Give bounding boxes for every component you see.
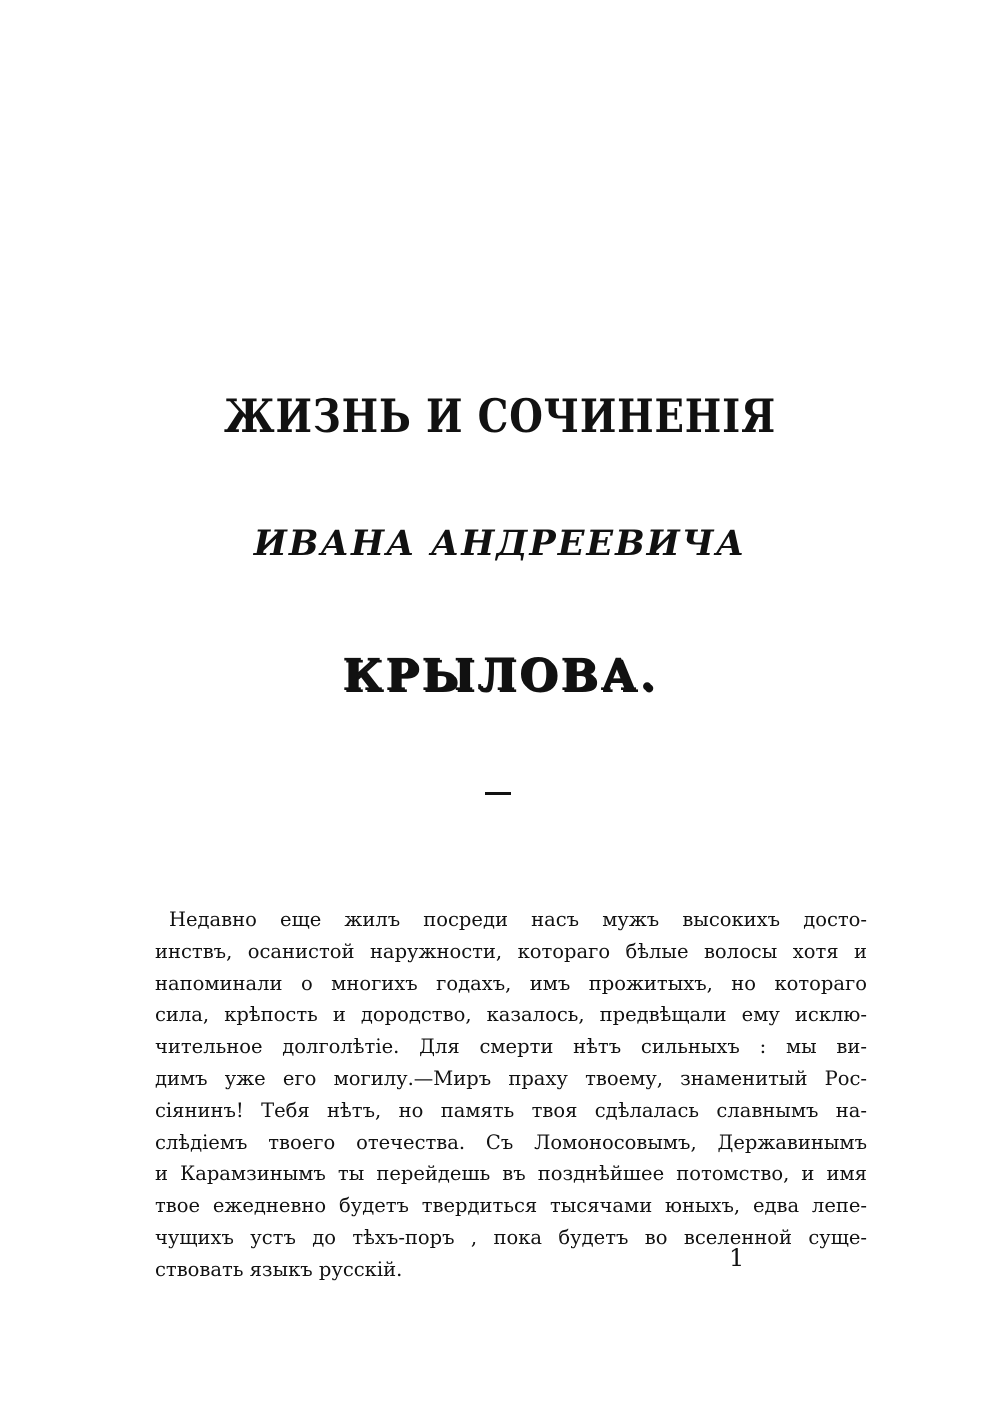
paragraph-line: чительное долголѣтіе. Для смерти нѣтъ сильныхъ : мы ви- <box>155 1035 867 1059</box>
title-line-2: ИВАНА АНДРЕЕВИЧА <box>253 523 747 564</box>
page-number: 1 <box>729 1244 745 1272</box>
paragraph-line: чущихъ устъ до тѣхъ-поръ , пока будетъ во вселенной суще- <box>155 1225 867 1249</box>
paragraph-line: димъ уже его могилу.—Миръ праху твоему, знаменитый Рос- <box>155 1066 867 1090</box>
paragraph-line: инствъ, осанистой наружности, котораго бѣлые волосы хотя и <box>155 939 867 963</box>
paragraph-line: ствовать языкъ русскій. <box>155 1257 403 1281</box>
paragraph-line: твое ежедневно будетъ твердиться тысячами юныхъ, едва лепе- <box>155 1194 867 1218</box>
paragraph-line: и Карамзинымъ ты перейдешь въ позднѣйшее потомство, и имя <box>155 1162 867 1186</box>
title-line-3: КРЫЛОВА. <box>342 650 658 701</box>
section-divider <box>485 792 511 795</box>
title-line-1: ЖИЗНЬ И СОЧИНЕНІЯ <box>224 389 776 443</box>
body-paragraph <box>155 904 867 1286</box>
paragraph-line: напоминали о многихъ годахъ, имъ прожитыхъ, но котораго <box>155 971 867 995</box>
paragraph-line: слѣдіемъ твоего отечества. Съ Ломоносовымъ, Державинымъ <box>155 1130 867 1154</box>
paragraph-line: Недавно еще жилъ посреди насъ мужъ высокихъ досто- <box>169 908 867 931</box>
paragraph-line: сіянинъ! Тебя нѣтъ, но память твоя сдѣлалась славнымъ на- <box>155 1098 867 1122</box>
paragraph-line: сила, крѣпость и дородство, казалось, предвѣщали ему исклю- <box>155 1003 867 1027</box>
